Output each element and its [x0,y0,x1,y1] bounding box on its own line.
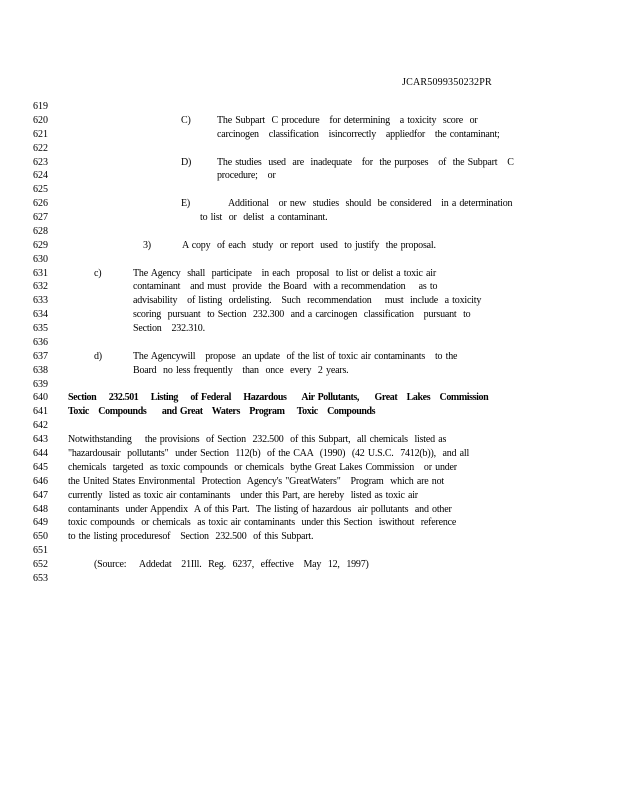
line-text: Board no less frequently than once every 2 years. [133,364,349,376]
line-number: 634 [33,309,48,321]
document-line [0,420,618,434]
document-line [0,531,618,545]
line-text: The studies used are inadequate for the purposes of the Subpart C [217,156,514,168]
line-number: 637 [33,350,48,362]
line-number: 632 [33,281,48,293]
line-text: Notwithstanding the provisions of Section 232.500 of this Subpart, all chemicals listed as [68,434,447,446]
item-marker: E) [181,198,191,210]
document-line [0,268,618,282]
item-marker: D) [181,156,192,168]
line-number: 626 [33,198,48,210]
line-text: The Agencywill propose an update of the list of toxic air contaminants to the [133,350,458,362]
document-line [0,559,618,573]
item-marker: d) [94,350,102,362]
line-number: 619 [33,101,48,112]
document-line [0,226,618,240]
document-line [0,157,618,171]
line-number: 622 [33,142,48,154]
line-number: 636 [33,336,48,348]
line-number: 646 [33,475,48,487]
line-number: 621 [33,128,48,140]
document-line [0,351,618,365]
line-text: chemicals targeted as toxic compounds or chemicals bythe Great Lakes Commission or under [68,461,457,473]
document-line [0,545,618,559]
line-text: to the listing proceduresof Section 232.500 of this Subpart. [68,531,314,543]
line-number: 635 [33,323,48,335]
document-line [0,212,618,226]
line-text: (Source: Addedat 21Ill. Reg. 6237, effective May 12, 1997) [94,559,369,571]
document-line [0,143,618,157]
item-marker: 3) [143,239,151,251]
document-line [0,198,618,212]
line-number: 628 [33,225,48,237]
document-line [0,240,618,254]
document-line [0,434,618,448]
document-line [0,184,618,198]
line-number: 651 [33,545,48,557]
document-line [0,504,618,518]
line-number: 648 [33,503,48,515]
document-line [0,406,618,420]
document-line [0,115,618,129]
document-line [0,309,618,323]
line-text: currently listed as toxic air contaminants under this Part, are hereby listed as toxic air [68,489,418,501]
line-number: 640 [33,392,48,404]
document-line [0,462,618,476]
line-number: 638 [33,364,48,376]
document-line [0,295,618,309]
item-marker: C) [181,114,191,126]
document-line [0,365,618,379]
line-text: to list or delist a contaminant. [200,212,328,224]
line-text: carcinogen classification isincorrectly appliedfor the contaminant; [217,128,500,140]
line-text: A copy of each study or report used to justify the proposal. [182,239,436,251]
document-line [0,129,618,143]
item-marker: c) [94,267,102,279]
line-number: 639 [33,378,48,390]
line-text: the United States Environmental Protection Agency's "GreatWaters" Program which are not [68,475,444,487]
document-line [0,573,618,587]
line-number: 645 [33,461,48,473]
section-heading-text: Toxic Compounds and Great Waters Program Toxic Compounds [68,406,376,418]
line-number: 631 [33,267,48,279]
line-number: 650 [33,531,48,543]
line-number: 644 [33,448,48,459]
line-number: 643 [33,434,48,446]
line-number: 623 [33,156,48,168]
line-number: 653 [33,572,48,584]
line-number: 629 [33,239,48,251]
section-heading-text: Section 232.501 Listing of Federal Hazardous Air Pollutants, Great Lakes Commission [68,392,489,404]
line-number: 630 [33,253,48,265]
line-number: 652 [33,559,48,571]
line-number: 625 [33,184,48,196]
document-id-header: JCAR5099350232PR [402,77,492,88]
line-number: 624 [33,170,48,182]
line-text: procedure; or [217,170,276,182]
line-number: 620 [33,114,48,126]
line-text: contaminants under Appendix A of this Part. The listing of hazardous air pollutants and other [68,503,452,515]
line-text: contaminant and must provide the Board with a recommendation as to [133,281,438,293]
line-text: advisability of listing ordelisting. Such recommendation must include a toxicity [133,295,482,307]
document-line [0,337,618,351]
document-line [0,476,618,490]
document-line [0,254,618,268]
line-text: "hazardousair pollutants" under Section 112(b) of the CAA (1990) (42 U.S.C. 7412(b)), and all [68,448,470,459]
document-line [0,448,618,462]
line-number: 641 [33,406,48,418]
line-number: 627 [33,212,48,224]
document-line [0,490,618,504]
line-number: 633 [33,295,48,307]
line-number: 647 [33,489,48,501]
line-text: Section 232.310. [133,323,205,335]
document-line [0,379,618,393]
document-line [0,101,618,115]
line-text: The Subpart C procedure for determining a toxicity score or [217,114,478,126]
line-text: The Agency shall participate in each proposal to list or delist a toxic air [133,267,436,279]
line-text: scoring pursuant to Section 232.300 and a carcinogen classification pursuant to [133,309,471,321]
line-number: 642 [33,420,48,432]
document-line [0,323,618,337]
line-text: toxic compounds or chemicals as toxic air contaminants under this Section iswithout reference [68,517,457,529]
document-line [0,517,618,531]
document-line [0,170,618,184]
document-line [0,392,618,406]
document-line [0,281,618,295]
line-number: 649 [33,517,48,529]
line-text: Additional or new studies should be considered in a determination [228,198,513,210]
